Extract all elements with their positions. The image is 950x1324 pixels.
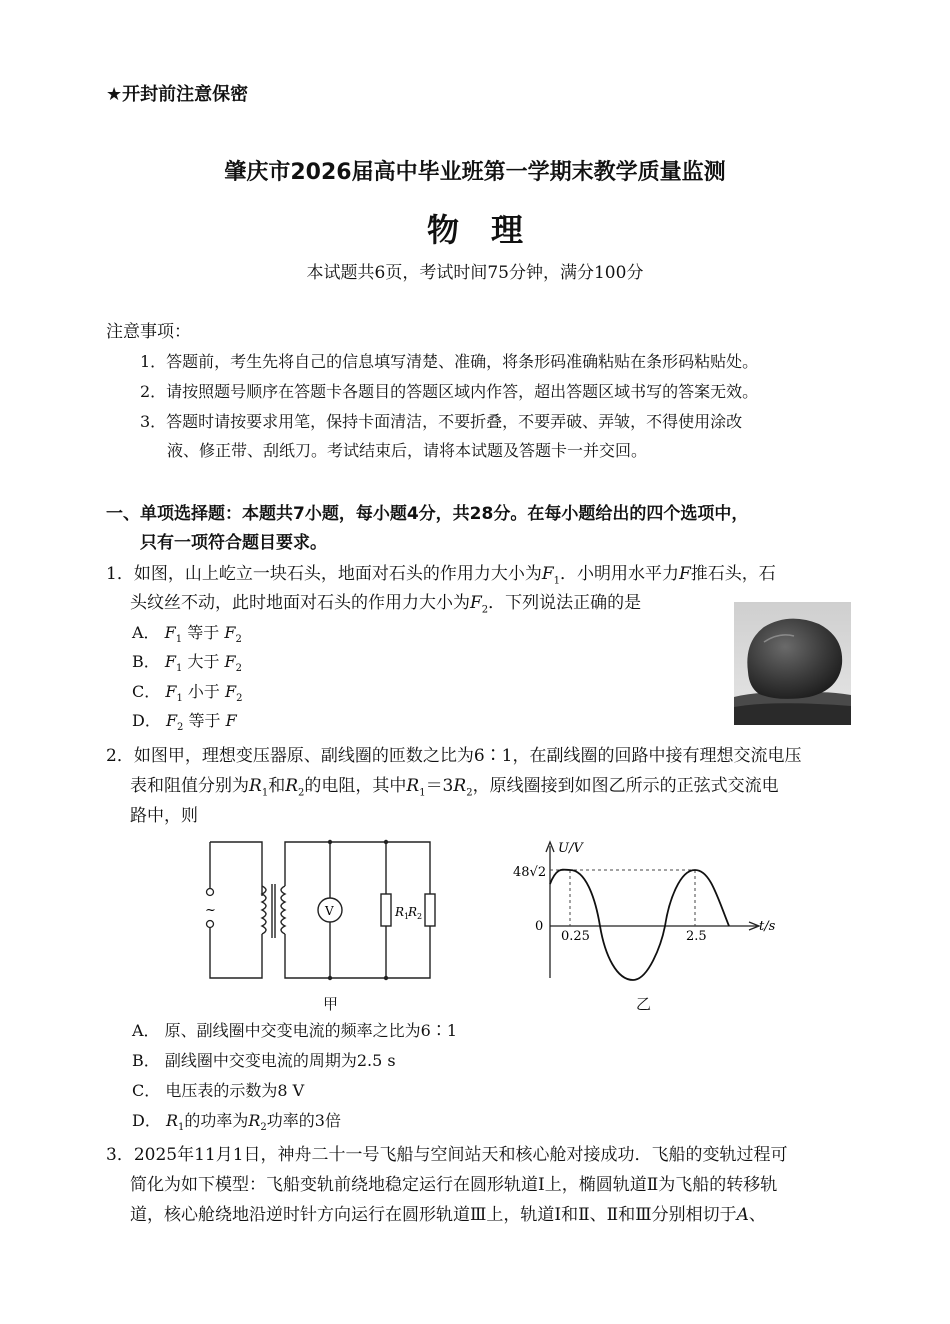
sub: 1	[175, 663, 183, 675]
q2-stem-line3: 路中，则	[130, 806, 198, 826]
x-tick-2-5: 2.5	[686, 929, 707, 944]
option-label: B．	[132, 1051, 160, 1070]
junction-dot	[328, 840, 332, 844]
var: F	[225, 711, 237, 730]
word: 小于	[187, 682, 220, 701]
notice-item-1: 1．答题前，考生先将自己的信息填写清楚、准确，将条形码准确粘贴在条形码粘贴处。	[140, 352, 759, 371]
terminal-top	[207, 889, 214, 896]
voltmeter-label: V	[325, 904, 334, 918]
sine-curve	[550, 870, 729, 980]
q3-stem-line2: 简化为如下模型：飞船变轨前绕地稳定运行在圆形轨道Ⅰ上，椭圆轨道Ⅱ为飞船的转移轨	[130, 1175, 778, 1195]
section1-heading-cont: 只有一项符合题目要求。	[140, 533, 327, 553]
primary-wire	[210, 842, 262, 896]
sub: 2	[235, 634, 242, 646]
word: 大于	[187, 652, 220, 671]
exam-info: 本试题共6页，考试时间75分钟，满分100分	[306, 263, 644, 283]
q1-option-c[interactable]	[132, 681, 243, 710]
sub: 1	[177, 1122, 185, 1134]
q2-option-a[interactable]	[132, 1020, 457, 1042]
rock-photo	[734, 602, 851, 725]
sqrt-symbol: √	[529, 865, 538, 880]
var: A	[736, 1205, 749, 1225]
q3-text: 、	[748, 1205, 766, 1225]
notice-item-2: 2．请按照题号顺序在答题卡各题目的答题区域内作答，超出答题区域书写的答案无效。	[140, 382, 759, 401]
sub: 2	[235, 663, 243, 675]
q1-text: ．下列说法正确的是	[488, 593, 642, 613]
junction-dot	[384, 976, 388, 980]
section1-heading: 一、单项选择题：本题共7小题，每小题4分，共28分。在每小题给出的四个选项中，	[106, 504, 749, 524]
junction-dot	[328, 976, 332, 980]
x-tick-0-25: 0.25	[561, 929, 590, 944]
q2-text: 的电阻，其中	[304, 776, 407, 796]
q2-text: ＝3	[425, 776, 454, 796]
q2-text: 如图甲，理想变压器原、副线圈的匝数之比为6∶1，在副线圈的回路中接有理想交流电压	[133, 746, 802, 766]
figure-a-caption: 甲	[323, 995, 339, 1013]
var: R	[406, 776, 420, 796]
q1-number: 1．	[106, 564, 134, 584]
q2-option-d[interactable]	[132, 1110, 341, 1139]
var: F	[224, 652, 236, 671]
q1-var: F	[541, 564, 554, 584]
var: F	[165, 711, 178, 730]
q1-text: ．小明用水平力	[560, 564, 679, 584]
option-label: A．	[132, 1021, 160, 1040]
junction-dot	[384, 840, 388, 844]
q1-var: F	[470, 593, 482, 613]
junction-dots	[328, 840, 388, 980]
var: F	[225, 682, 237, 701]
sub: 1	[261, 787, 269, 799]
sub: 2	[177, 722, 184, 734]
sub: 2	[260, 1122, 267, 1134]
var: R	[249, 776, 262, 796]
origin-label: 0	[535, 919, 544, 934]
word: 等于	[187, 623, 220, 642]
q2-text: 和	[268, 776, 286, 796]
var: R	[165, 1111, 178, 1130]
q2-text: ，原线圈接到如图乙所示的正弦式交流电	[472, 776, 779, 796]
var: F	[224, 623, 236, 642]
notice-item-3-cont: 液、修正带、刮纸刀。考试结束后，请将本试题及答题卡一并交回。	[167, 441, 648, 460]
q2-option-c[interactable]	[132, 1080, 304, 1102]
exam-title: 肇庆市2026届高中毕业班第一学期末教学质量监测	[224, 160, 726, 185]
q3-number: 3．	[106, 1145, 134, 1165]
ac-source-symbol: ~	[205, 903, 216, 918]
secondary-coil	[281, 886, 285, 934]
primary-wire	[210, 926, 262, 978]
sub: 2	[466, 787, 473, 799]
q1-option-b[interactable]	[132, 651, 242, 680]
sine-wave-graph	[505, 836, 780, 986]
q1-sub: 1	[553, 575, 560, 587]
q2-stem-line1	[106, 744, 801, 768]
q1-var: F	[679, 564, 691, 584]
option-text: 功率的3倍	[266, 1111, 341, 1130]
option-text: 的功率为	[184, 1111, 249, 1130]
x-axis-label: t/s	[759, 919, 776, 934]
primary-coil	[262, 886, 266, 934]
r1-resistor	[381, 894, 391, 926]
sub: 2	[298, 787, 305, 799]
q2-option-b[interactable]	[132, 1050, 396, 1072]
subject-title: 物 理	[426, 211, 523, 249]
q1-text: 头纹丝不动，此时地面对石头的作用力大小为	[130, 593, 470, 613]
q1-text: 如图，山上屹立一块石头，地面对石头的作用力大小为	[133, 564, 542, 584]
r1-letter: R	[395, 905, 405, 919]
notice-item-3: 3．答题时请按要求用笔，保持卡面清洁，不要折叠，不要弄破、弄皱，不得使用涂改	[140, 412, 743, 431]
q1-option-a[interactable]	[132, 622, 242, 651]
circuit-diagram	[200, 836, 440, 986]
q1-sub: 2	[481, 604, 489, 616]
sub: 1	[175, 634, 183, 646]
q1-text: 推石头，石	[690, 564, 776, 584]
var: F	[164, 652, 176, 671]
y-axis-label: U/V	[558, 841, 583, 856]
option-label: B．	[132, 652, 160, 671]
var: R	[285, 776, 298, 796]
q3-text: 2025年11月1日，神舟二十一号飞船与空间站天和核心舱对接成功．飞船的变轨过程可	[133, 1145, 788, 1165]
option-label: D．	[132, 711, 161, 730]
var: R	[248, 1111, 261, 1130]
q2-text: 表和阻值分别为	[130, 776, 249, 796]
figure-b-caption: 乙	[636, 995, 652, 1013]
option-text: 原、副线圈中交变电流的频率之比为6∶1	[164, 1021, 458, 1040]
sub: 1	[419, 787, 426, 799]
q1-option-d[interactable]	[132, 710, 237, 739]
q3-stem-line3	[130, 1203, 766, 1227]
q1-stem-line2	[130, 591, 641, 622]
var: R	[453, 776, 467, 796]
option-label: A．	[132, 623, 160, 642]
y-peak-label	[513, 865, 546, 880]
notice-heading: 注意事项：	[106, 322, 191, 342]
var: F	[165, 682, 177, 701]
peak-root: 2	[537, 865, 547, 880]
r2-sub: 2	[417, 912, 423, 921]
terminal-bottom	[207, 921, 214, 928]
var: F	[164, 623, 176, 642]
confidential-note: ★开封前注意保密	[106, 84, 249, 105]
q2-stem-line2	[130, 774, 779, 805]
q2-number: 2．	[106, 746, 134, 766]
option-label: D．	[132, 1111, 161, 1130]
q1-stem-line1	[106, 562, 776, 593]
sub: 2	[236, 693, 243, 705]
word: 等于	[188, 711, 221, 730]
option-text: 副线圈中交变电流的周期为2.5 s	[164, 1051, 396, 1070]
sub: 1	[176, 693, 183, 705]
q3-stem-line1	[106, 1143, 788, 1167]
option-label: C．	[132, 1081, 161, 1100]
peak-value: 48	[513, 865, 530, 880]
r1-label	[394, 905, 409, 921]
option-label: C．	[132, 682, 161, 701]
q3-text: 道，核心舱绕地沿逆时针方向运行在圆形轨道Ⅲ上，轨道Ⅰ和Ⅱ、Ⅱ和Ⅲ分别相切于	[130, 1205, 737, 1225]
r1-sub: 1	[404, 912, 410, 921]
r2-resistor	[425, 894, 435, 926]
r2-label	[407, 905, 422, 921]
option-text: 电压表的示数为8 V	[165, 1081, 305, 1100]
r2-letter: R	[408, 905, 418, 919]
